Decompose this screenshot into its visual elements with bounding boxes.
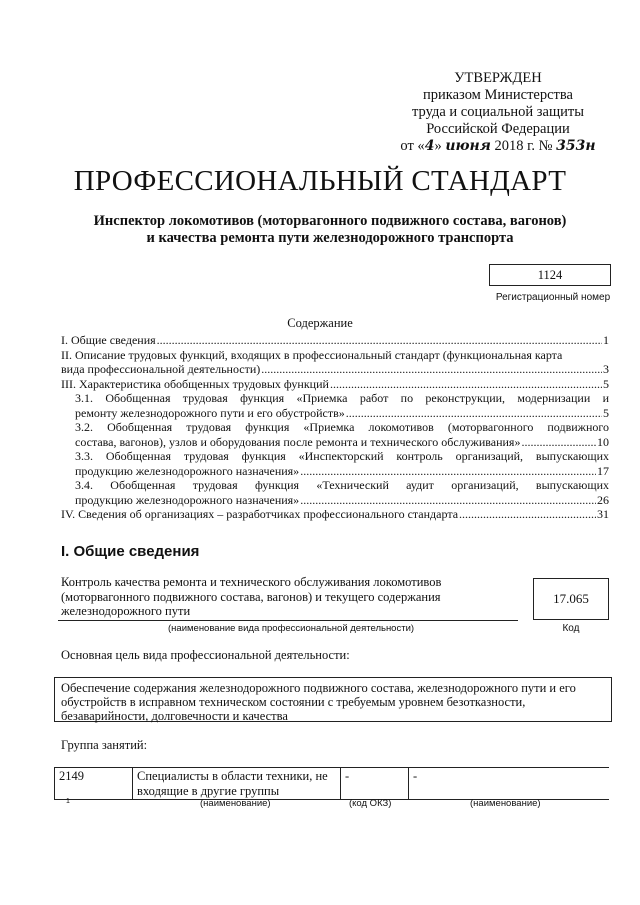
toc-item-3-3[interactable]: 3.3. Обобщенная трудовая функция «Инспекторский контроль организаций, выпускающих продукцию железнодорожного назначения» ..... 17 xyxy=(61,449,609,478)
activity-name: Контроль качества ремонта и технического обслуживания локомотивов (моторвагонного подвижного состава, вагонов) и текущего содержания железнодорожного пути xyxy=(61,575,442,618)
occupation-group-label: Группа занятий: xyxy=(61,738,148,752)
registration-number-box: 1124 xyxy=(489,264,611,286)
table-of-contents xyxy=(61,333,609,522)
document-title: ПРОФЕССИОНАЛЬНЫЙ СТАНДАРТ xyxy=(73,165,567,197)
approval-block xyxy=(368,70,628,155)
caption-okz-code-2: (код ОКЗ) xyxy=(349,798,392,809)
subtitle-line-1: Инспектор локомотивов (моторвагонного подвижного состава, вагонов) xyxy=(93,213,567,229)
activity-code-caption: Код xyxy=(562,623,580,634)
date-prefix: от « xyxy=(400,138,425,154)
caption-okz-name-2: (наименование) xyxy=(470,798,541,809)
goal-box: Обеспечение содержания железнодорожного подвижного состава, железнодорожного пути и его обустройств в исправном техническом состоянии с требуемым уровнем безотказности, безаварийности, долговечности и качества xyxy=(54,677,612,722)
toc-item-4[interactable]: IV. Сведения об организациях – разработчиках профессионального стандарта ..... 31 xyxy=(61,507,609,522)
goal-label: Основная цель вида профессиональной деятельности: xyxy=(61,648,350,662)
approval-line-1: УТВЕРЖДЕН xyxy=(454,70,542,86)
activity-underline xyxy=(58,620,518,621)
okz-name-cell: Специалисты в области техники, не входящие в другие группы xyxy=(133,768,341,800)
toc-item-3-2[interactable]: 3.2. Обобщенная трудовая функция «Приемка локомотивов (моторвагонного подвижного состава, вагонов), узлов и оборудования после ремонта и технического обслуживания» ..... 10 xyxy=(61,420,609,449)
approval-line-4: Российской Федерации xyxy=(426,121,570,137)
toc-item-3-1[interactable]: 3.1. Обобщенная трудовая функция «Приемка работ по реконструкции, модернизации и ремонту железнодорожного пути и его обустройств» ..... 5 xyxy=(61,391,609,420)
toc-item-2[interactable]: II. Описание трудовых функций, входящих в профессиональный стандарт (функциональная карта вида профессиональной деятельности) ..... 3 xyxy=(61,348,609,377)
section-1-heading: I. Общие сведения xyxy=(61,543,200,560)
occupation-group-table xyxy=(54,767,609,800)
subtitle-line-2: и качества ремонта пути железнодорожного транспорта xyxy=(146,230,514,246)
document-subtitle xyxy=(60,213,600,247)
handwritten-day: 4 xyxy=(424,138,435,154)
okz-code-cell: 2149 xyxy=(55,768,133,800)
okz-code-cell-2: - xyxy=(341,768,409,800)
toc-item-3[interactable]: III. Характеристика обобщенных трудовых функций ..... 5 xyxy=(61,377,609,392)
handwritten-number: 353н xyxy=(556,138,596,154)
okz-name-cell-2: - xyxy=(409,768,609,800)
handwritten-month: июня xyxy=(445,138,491,154)
registration-number-label: Регистрационный номер xyxy=(495,292,611,303)
date-mid: » xyxy=(434,138,442,154)
toc-item-1[interactable]: I. Общие сведения ..... 1 xyxy=(61,333,609,348)
date-year: 2018 г. № xyxy=(494,138,553,154)
approval-line-3: труда и социальной защиты xyxy=(412,104,584,120)
caption-okz-name: (наименование) xyxy=(200,798,271,809)
approval-line-2: приказом Министерства xyxy=(423,87,573,103)
approval-date-line xyxy=(368,138,628,155)
table-row xyxy=(55,768,609,800)
caption-okz-code: 1 xyxy=(66,798,70,805)
activity-code-box: 17.065 xyxy=(533,578,609,620)
activity-caption: (наименование вида профессиональной деятельности) xyxy=(168,623,415,634)
toc-heading: Содержание xyxy=(287,316,353,330)
toc-item-3-4[interactable]: 3.4. Обобщенная трудовая функция «Технический аудит организаций, выпускающих продукцию железнодорожного назначения» ..... 26 xyxy=(61,478,609,507)
